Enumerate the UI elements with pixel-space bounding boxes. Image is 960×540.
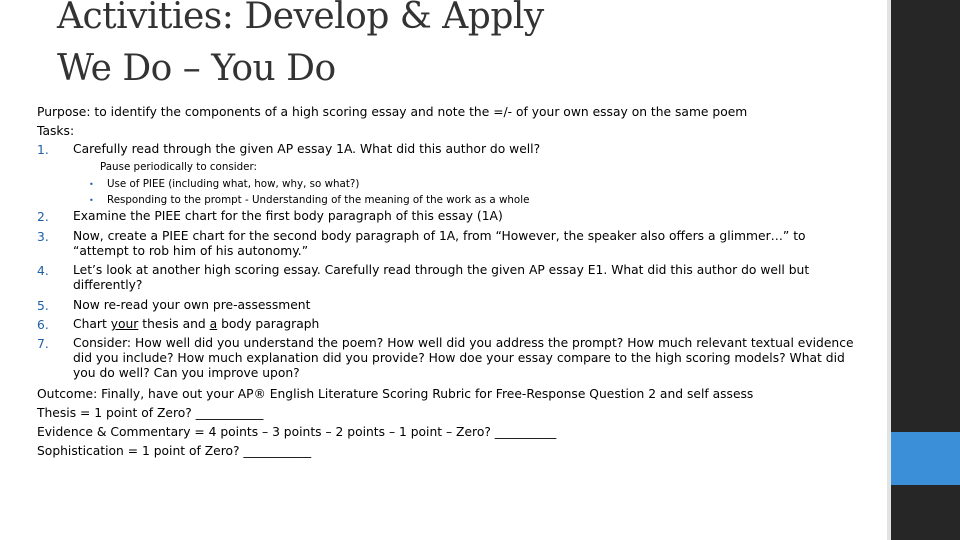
pause-bullet: Responding to the prompt - Understanding of the meaning of the work as a whole	[107, 194, 530, 206]
task-text-underlined: a	[209, 317, 218, 331]
slide-title-line-2: We Do – You Do	[57, 48, 336, 89]
task-number: 3.	[37, 230, 49, 244]
purpose-line	[37, 104, 747, 120]
task-number: 1.	[37, 143, 49, 157]
task-number: 2.	[37, 210, 49, 224]
task-number: 4.	[37, 264, 49, 278]
task-number: 7.	[37, 337, 49, 351]
task-text: Let’s look at another high scoring essay. Carefully read through the given AP essay E1. What did this author do well but differently?	[73, 263, 810, 292]
pause-heading: Pause periodically to consider:	[100, 161, 257, 173]
scoring-sophistication: Sophistication = 1 point of Zero? ___________	[37, 444, 312, 458]
task-text: Consider: How well did you understand the poem? How well did you address the prompt? How much relevant textual evidence did you include? How much explanation did you provide? How doe your essay compare to the high scoring models? What did you do well? Can you improve upon?	[73, 336, 854, 380]
bullet-icon: •	[89, 180, 94, 189]
outcome-label: Outcome:	[37, 387, 98, 401]
task-text: Now, create a PIEE chart for the second body paragraph of 1A, from “However, the speaker also offers a glimmer…” to “attempt to rob him of his autonomy.”	[73, 229, 806, 258]
task-text-underlined: your	[110, 317, 139, 331]
scoring-thesis: Thesis = 1 point of Zero? ___________	[37, 406, 264, 420]
task-text: Now re-read your own pre-assessment	[73, 298, 311, 312]
task-number: 6.	[37, 318, 49, 332]
task-text-part: thesis and	[138, 317, 210, 331]
purpose-label: Purpose:	[37, 105, 91, 119]
slide-title-line-1: Activities: Develop & Apply	[57, 0, 544, 37]
sidebar-accent-block	[891, 432, 960, 485]
scoring-evidence: Evidence & Commentary = 4 points – 3 points – 2 points – 1 point – Zero? __________	[37, 425, 557, 439]
tasks-label: Tasks:	[37, 124, 75, 138]
task-number: 5.	[37, 299, 49, 313]
bullet-icon: •	[89, 196, 94, 205]
task-text-part: Chart	[73, 317, 111, 331]
task-text-part: body paragraph	[217, 317, 320, 331]
task-text	[73, 317, 863, 332]
outcome-line	[37, 386, 753, 402]
purpose-text: to identify the components of a high scoring essay and note the =/- of your own essay on the same poem	[90, 105, 748, 119]
task-text: Examine the PIEE chart for the first body paragraph of this essay (1A)	[73, 209, 503, 223]
task-text: Carefully read through the given AP essay 1A. What did this author do well?	[73, 142, 541, 156]
outcome-text: Finally, have out your AP® English Literature Scoring Rubric for Free-Response Question 2 and self assess	[97, 387, 754, 401]
pause-bullet: Use of PIEE (including what, how, why, so what?)	[107, 178, 360, 190]
